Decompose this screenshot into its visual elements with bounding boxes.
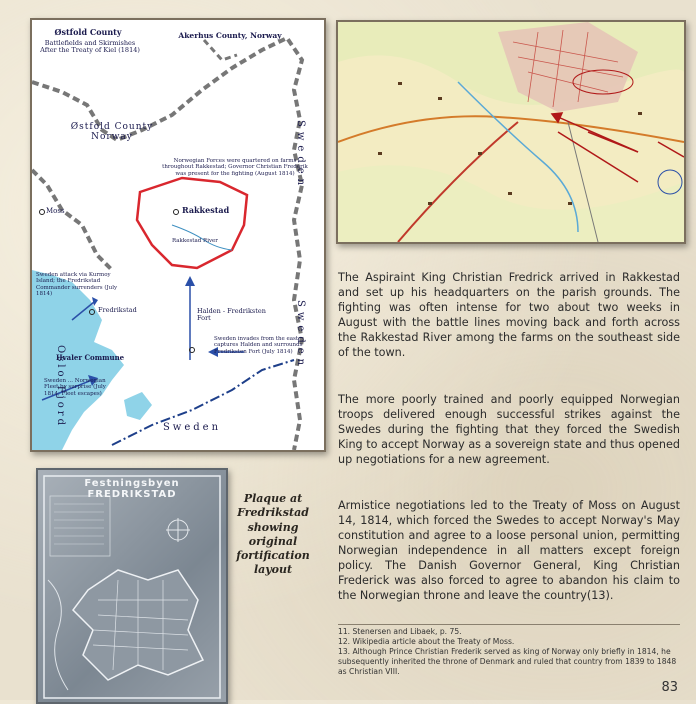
sweden-right-label: Sweden — [295, 120, 306, 191]
footnote: 12. Wikipedia article about the Treaty of Moss. — [338, 637, 515, 646]
sweden-lower-label: Sweden — [295, 300, 306, 371]
paragraph-troops: The more poorly trained and poorly equipped Norwegian troops delivered enough successful strikes against the Swedes during the fighting that they forced the Swedish King to accept Norway as a sovereign state and thus opened up negotiations for a new agreement. — [338, 393, 680, 466]
caption-line: Fredrikstad — [237, 506, 309, 520]
hvaler-note: Sweden ... Norwegian Fleet by surprise (July 1814; Fleet escapes) — [44, 378, 106, 397]
battle-map — [30, 18, 326, 452]
halden-label: Halden - Fredriksten Fort — [197, 307, 266, 323]
sweden-east-note: Sweden invades from the east; captures Halden and surrounds Fredriksten Fort (July 1814) — [214, 336, 303, 355]
battlefields-caption: Battlefields and Skirmishes After the Treaty of Kiel (1814) — [40, 39, 140, 55]
sweden-bottom-label: Sweden — [162, 422, 222, 433]
paragraph-arrival: The Aspiraint King Christian Fredrick arrived in Rakkestad and set up his headquarters on the parish grounds. The fighting was often intense for two about two weeks in August with the battle lines moving back and forth across the Rakkestad River among the farms on the southeast side of the town. — [338, 271, 680, 359]
rakkestad-label: Rakkestad — [182, 205, 230, 215]
caption-line: original — [248, 534, 298, 548]
footnotes — [338, 624, 680, 677]
topographic-map — [336, 20, 686, 244]
hvaler-label: Hvaler Commune — [56, 353, 125, 362]
rakkestad-river-label: Rakkestad River — [172, 238, 218, 244]
fredrikstad-plaque-photo — [36, 468, 228, 704]
paragraph-armistice: Armistice negotiations led to the Treaty of Moss on August 14, 1814, which forced the Swedes to accept Norway's May constitution and agree to a loose personal union, permitting Norwegian independence in all matters except foreign policy. The Danish Governor General, King Christian Frederick was also forced to agree to abandon his claim to the Norwegian throne and leave the country(13). — [338, 499, 680, 602]
kurmoy-note: Sweden attack via Kurmoy Island; the Fredrikstad Commander surrenders (July 1814) — [36, 272, 118, 297]
plaque-graphic — [38, 470, 226, 702]
page-number: 83 — [661, 680, 678, 695]
topographic-map-graphic — [338, 22, 684, 242]
caption-line: Plaque at — [243, 492, 303, 505]
ostfold-county-title: Østfold County — [54, 27, 122, 37]
footnote: 11. Stenersen and Libaek, p. 75. — [338, 627, 462, 636]
plaque-caption — [234, 492, 312, 578]
caption-line: showing — [247, 520, 299, 534]
caption-line: layout — [253, 563, 293, 577]
akershus-label: Akerhus County, Norway — [178, 31, 282, 40]
oslo-fjord-label: Oslo Fjord — [55, 345, 66, 428]
norwegian-forces-note: Norwegian Forces were quartered on farms throughout Rakkestad; Governor Christian Frederik was present for the fighting (August 1814) — [162, 158, 308, 177]
footnote: 13. Although Prince Christian Frederik served as king of Norway only briefly in 1814, he subsequently inherited the throne of Denmark and ruled that country from 1839 to 1848 as Christian VIII. — [338, 647, 677, 676]
fredrikstad-label: Fredrikstad — [98, 306, 137, 314]
caption-line: fortification — [236, 549, 310, 563]
moss-label: Moss — [46, 207, 65, 215]
plaque-title: Festningsbyen FREDRIKSTAD — [84, 478, 180, 500]
ostfold-norway-label: Østfold County Norway — [70, 122, 154, 143]
